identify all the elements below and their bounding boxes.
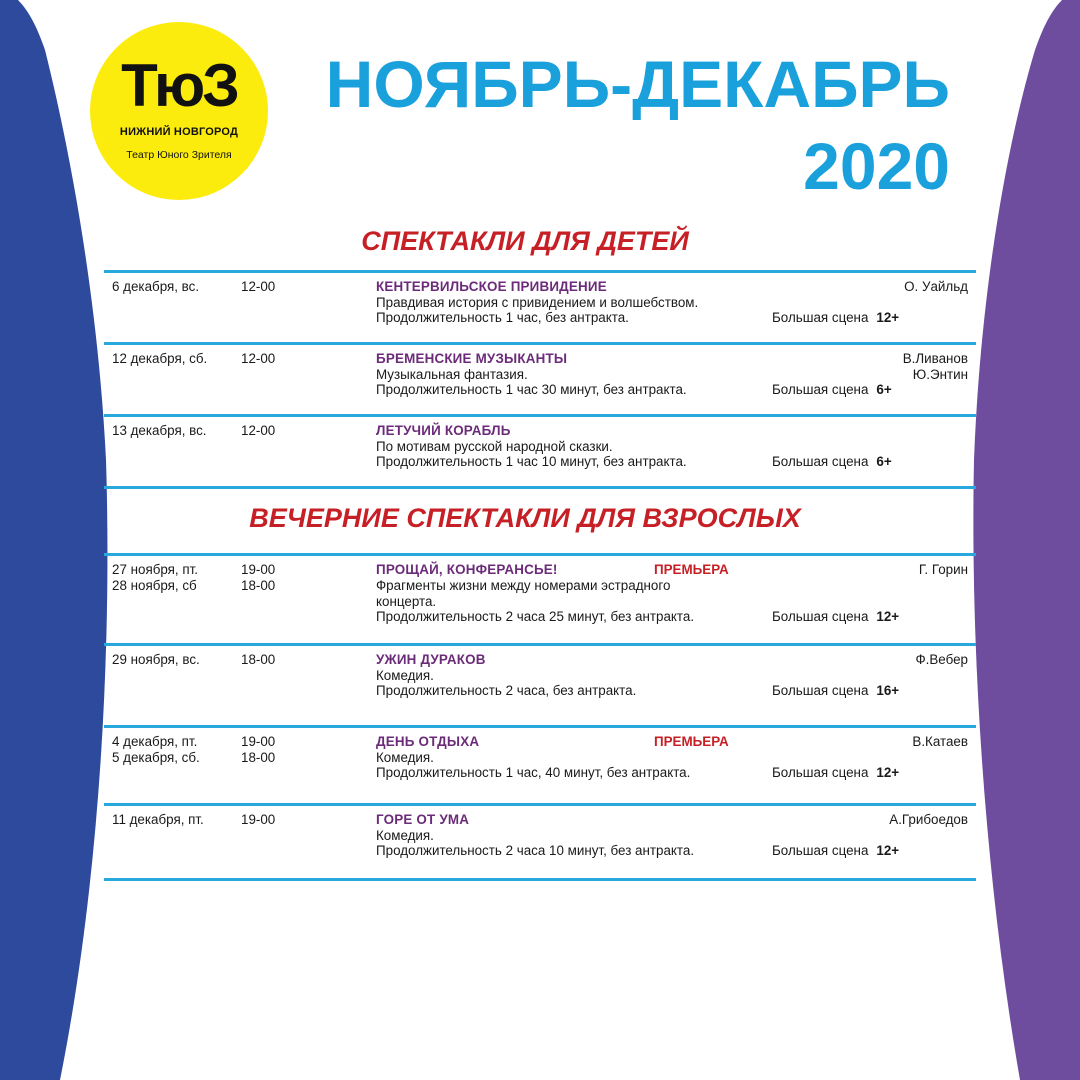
right-curtain bbox=[973, 0, 1080, 1080]
show-duration: Продолжительность 1 час 30 минут, без антракта. bbox=[376, 382, 687, 397]
show-duration: Продолжительность 1 час, без антракта. bbox=[376, 310, 629, 325]
page-year: 2020 bbox=[803, 129, 950, 203]
show-author: Ф.Вебер bbox=[915, 652, 968, 667]
show-date: 4 декабря, пт. bbox=[112, 734, 198, 749]
show-title: ЛЕТУЧИЙ КОРАБЛЬ bbox=[376, 423, 511, 438]
show-author: А.Грибоедов bbox=[889, 812, 968, 827]
show-stage bbox=[772, 382, 892, 398]
show-time: 19-00 bbox=[241, 734, 276, 749]
row-separator bbox=[104, 725, 976, 728]
show-title: БРЕМЕНСКИЕ МУЗЫКАНТЫ bbox=[376, 351, 568, 366]
show-title: ДЕНЬ ОТДЫХА bbox=[376, 734, 480, 749]
show-stage bbox=[772, 454, 892, 470]
show-author: Ю.Энтин bbox=[912, 367, 968, 382]
show-date: 5 декабря, сб. bbox=[112, 750, 200, 765]
logo-city: НИЖНИЙ НОВГОРОД bbox=[119, 126, 239, 138]
show-date: 29 ноября, вс. bbox=[112, 652, 200, 667]
show-description: Фрагменты жизни между номерами эстрадного bbox=[376, 578, 671, 593]
show-time: 12-00 bbox=[241, 423, 276, 438]
left-curtain bbox=[0, 0, 107, 1080]
show-stage bbox=[772, 609, 899, 625]
show-duration: Продолжительность 2 часа 10 минут, без антракта. bbox=[376, 843, 695, 858]
show-date: 27 ноября, пт. bbox=[112, 562, 198, 577]
show-description: Музыкальная фантазия. bbox=[376, 367, 528, 382]
show-author: О. Уайльд bbox=[904, 279, 968, 294]
premiere-badge: ПРЕМЬЕРА bbox=[654, 734, 729, 749]
show-duration: Продолжительность 2 часа 25 минут, без антракта. bbox=[376, 609, 695, 624]
show-date: 6 декабря, вс. bbox=[112, 279, 200, 294]
show-title: УЖИН ДУРАКОВ bbox=[376, 652, 486, 667]
show-time: 12-00 bbox=[241, 351, 276, 366]
show-stage bbox=[772, 683, 899, 699]
show-duration: Продолжительность 1 час 10 минут, без антракта. bbox=[376, 454, 687, 469]
show-date: 28 ноября, сб bbox=[112, 578, 197, 593]
row-separator bbox=[104, 643, 976, 646]
stage-name: Большая сцена bbox=[772, 683, 869, 698]
show-description: Правдивая история с привидением и волшебством. bbox=[376, 295, 699, 310]
theatre-logo bbox=[90, 22, 268, 200]
show-author: Г. Горин bbox=[918, 562, 968, 577]
age-rating: 12+ bbox=[876, 310, 900, 325]
show-description: концерта. bbox=[376, 594, 437, 609]
logo-wordmark: ТюЗ bbox=[121, 52, 237, 119]
show-description: Комедия. bbox=[376, 750, 434, 765]
row-separator bbox=[104, 342, 976, 345]
show-date: 12 декабря, сб. bbox=[112, 351, 208, 366]
age-rating: 16+ bbox=[876, 683, 900, 698]
page-title: НОЯБРЬ-ДЕКАБРЬ bbox=[325, 47, 950, 121]
row-separator bbox=[104, 553, 976, 556]
show-time: 18-00 bbox=[241, 652, 276, 667]
stage-name: Большая сцена bbox=[772, 454, 869, 469]
stage-name: Большая сцена bbox=[772, 765, 869, 780]
section-title: СПЕКТАКЛИ ДЛЯ ДЕТЕЙ bbox=[361, 226, 689, 256]
show-time: 18-00 bbox=[241, 578, 276, 593]
show-description: Комедия. bbox=[376, 668, 434, 683]
section-title: ВЕЧЕРНИЕ СПЕКТАКЛИ ДЛЯ ВЗРОСЛЫХ bbox=[249, 503, 801, 533]
age-rating: 6+ bbox=[876, 454, 892, 469]
row-separator bbox=[104, 270, 976, 273]
age-rating: 12+ bbox=[876, 765, 900, 780]
show-stage bbox=[772, 310, 899, 326]
stage-name: Большая сцена bbox=[772, 382, 869, 397]
age-rating: 12+ bbox=[876, 609, 900, 624]
show-title: ПРОЩАЙ, КОНФЕРАНСЬЕ! bbox=[376, 562, 558, 577]
show-title: КЕНТЕРВИЛЬСКОЕ ПРИВИДЕНИЕ bbox=[376, 279, 607, 294]
show-author: В.Ливанов bbox=[902, 351, 968, 366]
show-duration: Продолжительность 1 час, 40 минут, без антракта. bbox=[376, 765, 691, 780]
premiere-badge: ПРЕМЬЕРА bbox=[654, 562, 729, 577]
show-duration: Продолжительность 2 часа, без антракта. bbox=[376, 683, 637, 698]
show-date: 13 декабря, вс. bbox=[112, 423, 207, 438]
show-date: 11 декабря, пт. bbox=[112, 812, 204, 827]
show-time: 18-00 bbox=[241, 750, 276, 765]
show-title: ГОРЕ ОТ УМА bbox=[376, 812, 470, 827]
show-time: 19-00 bbox=[241, 812, 276, 827]
age-rating: 6+ bbox=[876, 382, 892, 397]
show-time: 12-00 bbox=[241, 279, 276, 294]
row-separator bbox=[104, 414, 976, 417]
age-rating: 12+ bbox=[876, 843, 900, 858]
show-stage bbox=[772, 765, 899, 781]
show-stage bbox=[772, 843, 899, 859]
show-author: В.Катаев bbox=[912, 734, 968, 749]
row-separator bbox=[104, 878, 976, 881]
show-description: Комедия. bbox=[376, 828, 434, 843]
show-description: По мотивам русской народной сказки. bbox=[376, 439, 613, 454]
show-time: 19-00 bbox=[241, 562, 276, 577]
stage-name: Большая сцена bbox=[772, 609, 869, 624]
stage-name: Большая сцена bbox=[772, 843, 869, 858]
row-separator bbox=[104, 803, 976, 806]
logo-subtitle: Театр Юного Зрителя bbox=[126, 149, 232, 161]
row-separator bbox=[104, 486, 976, 489]
stage-name: Большая сцена bbox=[772, 310, 869, 325]
